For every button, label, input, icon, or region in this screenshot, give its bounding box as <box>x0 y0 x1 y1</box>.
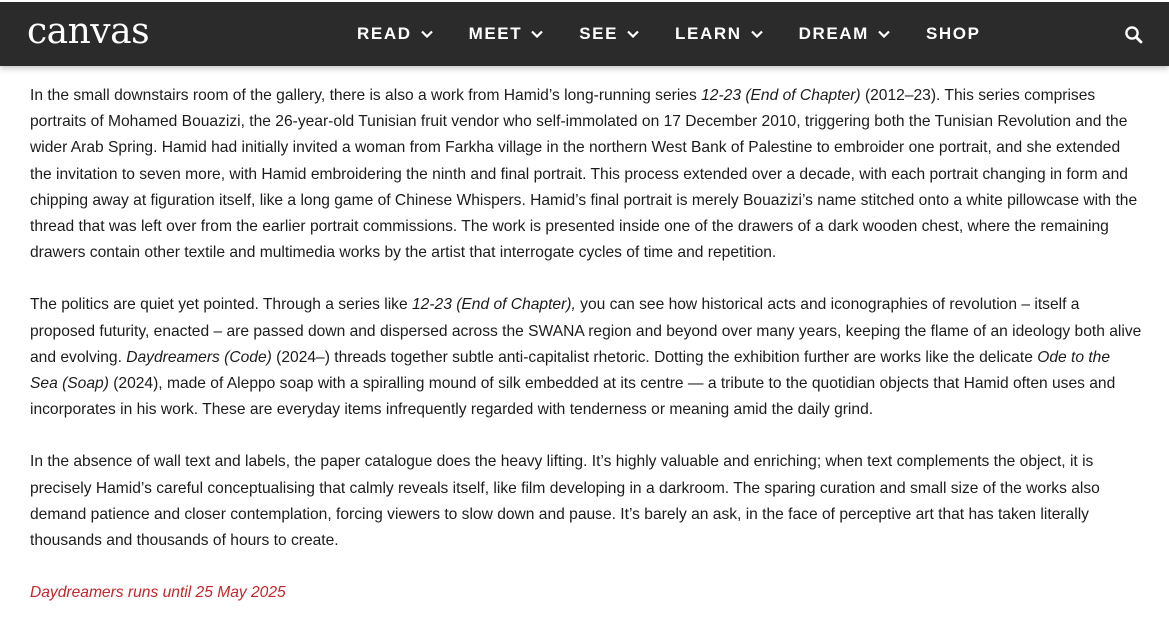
artwork-title: 12-23 (End of Chapter) <box>701 87 861 104</box>
chevron-down-icon <box>878 30 890 38</box>
main-nav <box>357 2 981 66</box>
chevron-down-icon <box>421 30 433 38</box>
nav-item-label: DREAM <box>798 24 869 43</box>
article-paragraph: The politics are quiet yet pointed. Through a series like 12-23 (End of Chapter), you can see how historical acts and iconographies of revolution – itself a proposed futurity, enacted – are passed down and dispersed across the SWANA region and beyond over many years, keeping the flame of an ideology both alive and evolving. Daydreamers (Code) (2024–) threads together subtle anti-capitalist rhetoric. Dotting the exhibition further are works like the delicate Ode to the Sea (Soap) (2024), made of Aleppo soap with a spiralling mound of silk embedded at its centre — a tribute to the quotidian objects that Hamid often uses and incorporates in his work. These are everyday items infrequently regarded with tenderness or meaning amid the daily grind. <box>30 296 1142 419</box>
nav-item-dream[interactable] <box>799 19 890 49</box>
chevron-down-icon <box>627 30 639 38</box>
chevron-down-icon <box>751 30 763 38</box>
nav-item-meet[interactable] <box>469 19 544 49</box>
exhibition-dates: Daydreamers runs until 25 May 2025 <box>30 584 286 602</box>
chevron-down-icon <box>531 30 543 38</box>
nav-item-label: SHOP <box>925 24 981 43</box>
nav-item-shop[interactable] <box>926 19 981 49</box>
site-header <box>0 0 1169 66</box>
article-paragraph: In the small downstairs room of the gallery, there is also a work from Hamid’s long-running series 12-23 (End of Chapter) (2012–23). This series comprises portraits of Mohamed Bouazizi, the 26-year-old Tunisian fruit vendor who self-immolated on 17 December 2010, triggering both the Tunisian Revolution and the wider Arab Spring. Hamid had initially invited a woman from Farkha village in the northern West Bank of Palestine to embroider one portrait, and she extended the invitation to seven more, with Hamid embroidering the ninth and final portrait. This process extended over a decade, with each portrait changing in form and chipping away at figuration itself, like a long game of Chinese Whispers. Hamid’s final portrait is merely Bouazizi’s name stitched onto a white pillowcase with the thread that was left over from the earlier portrait commissions. The work is presented inside one of the drawers of a dark wooden chest, where the remaining drawers contain other textile and multimedia works by the artist that interrogate cycles of time and repetition. <box>30 87 1138 262</box>
article-body <box>30 83 1142 632</box>
nav-item-read[interactable] <box>357 19 433 49</box>
nav-item-label: LEARN <box>675 24 742 43</box>
artwork-title: 12-23 (End of Chapter), <box>411 296 576 314</box>
nav-item-label: MEET <box>468 24 523 43</box>
search-icon[interactable] <box>1124 25 1144 45</box>
artwork-title: Daydreamers (Code) <box>126 348 272 366</box>
site-logo[interactable]: canvas <box>27 11 150 52</box>
artwork-title: Ode to the Sea (Soap) <box>30 348 1111 393</box>
article-paragraph: In the absence of wall text and labels, the paper catalogue does the heavy lifting. It’s highly valuable and enriching; when text complements the object, it is precisely Hamid’s careful conceptualising that calmly reveals itself, like film developing in a darkroom. The sparing curation and small size of the works also demand patience and closer contemplation, forcing viewers to slow down and pause. It’s barely an ask, in the face of perceptive art that has taken literally thousands and thousands of hours to create. <box>30 453 1100 550</box>
nav-item-see[interactable] <box>579 19 639 49</box>
nav-item-label: READ <box>357 24 412 43</box>
nav-item-learn[interactable] <box>675 19 763 49</box>
nav-item-label: SEE <box>579 24 619 43</box>
